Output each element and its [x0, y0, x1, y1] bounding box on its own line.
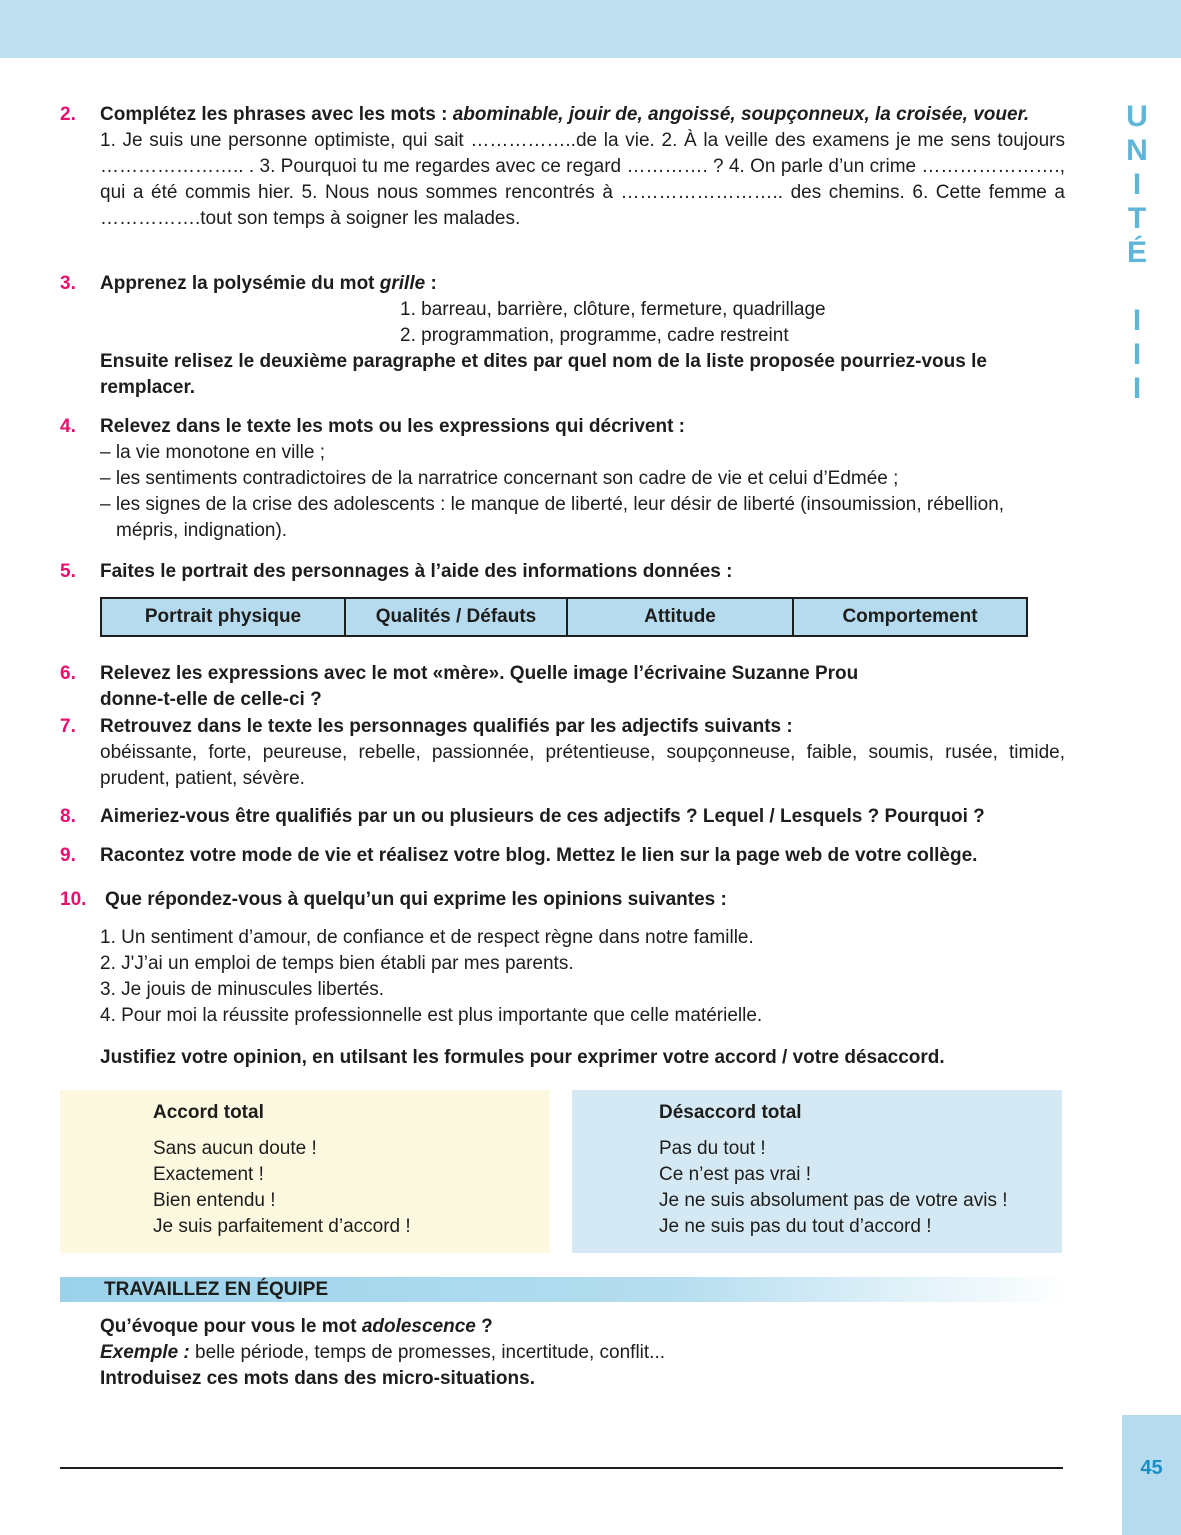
- list-item: 1. Un sentiment d’amour, de confiance et de respect règne dans notre famille.: [100, 927, 754, 948]
- section-heading-bar: [60, 1277, 1070, 1302]
- exercise-followup: Ensuite relisez le deuxième paragraphe et dites par quel nom de la liste proposée pourriez-vous le remplacer.: [100, 351, 987, 398]
- list-item: 2. programmation, programme, cadre restreint: [400, 325, 789, 346]
- exercise-3: [60, 271, 1065, 401]
- list-item: 1. barreau, barrière, clôture, fermeture, quadrillage: [400, 299, 826, 320]
- team-instruction: Introduisez ces mots dans des micro-situations.: [100, 1368, 535, 1389]
- table-header: Attitude: [567, 598, 793, 636]
- portrait-table: [100, 597, 1028, 637]
- list-item: 4. Pour moi la réussite professionnelle est plus importante que celle matérielle.: [100, 1005, 763, 1026]
- exercise-number: 6.: [60, 663, 76, 684]
- footer-rule: [60, 1467, 1063, 1469]
- table-header: Portrait physique: [101, 598, 345, 636]
- top-banner: [0, 0, 1181, 58]
- phrase-item: Sans aucun doute !: [153, 1138, 317, 1159]
- item-list: [100, 440, 1065, 544]
- exercise-5: [60, 559, 1065, 637]
- exercise-text: 1. Je suis une personne optimiste, qui sait ……………..de la vie. 2. À la veille des examens je me sens toujours ………………….. . 3. Pourquoi tu me regardes avec ce regard …………. ? 4. On parle d’un crime …………………., qui a été commis hier. 5. Nous nous sommes rencontrés à …………………….. des chemins. 6. Cette femme a …………….tout son temps à soigner les malades.: [100, 130, 1065, 229]
- exercise-10: [60, 887, 1065, 1071]
- list-item: 2. J'J’ai un emploi de temps bien établi par mes parents.: [100, 953, 574, 974]
- exercise-8: [60, 804, 1065, 830]
- phrase-item: Je suis parfaitement d’accord !: [153, 1216, 411, 1237]
- exercise-instruction: Faites le portrait des personnages à l’aide des informations données :: [100, 561, 733, 582]
- accord-box: [60, 1090, 550, 1253]
- phrase-item: Je ne suis pas du tout d’accord !: [659, 1216, 932, 1237]
- exercise-number: 8.: [60, 806, 76, 827]
- list-item: – la vie monotone en ville ;: [100, 442, 325, 463]
- exercise-2: [60, 102, 1065, 232]
- exercise-number: 5.: [60, 561, 76, 582]
- justify-instruction: Justifiez votre opinion, en utilsant les formules pour exprimer votre accord / votre désaccord.: [100, 1047, 945, 1068]
- exercise-instruction: Aimeriez-vous être qualifiés par un ou plusieurs de ces adjectifs ? Lequel / Lesquels ? Pourquoi ?: [100, 806, 985, 827]
- phrase-item: Je ne suis absolument pas de votre avis !: [659, 1190, 1008, 1211]
- unit-label: U N I T É I I I: [1126, 100, 1148, 405]
- section-heading: TRAVAILLEZ EN ÉQUIPE: [104, 1279, 329, 1300]
- exercise-instruction: Complétez les phrases avec les mots : abominable, jouir de, angoissé, soupçonneux, la croisée, vouer.: [100, 104, 1030, 125]
- desaccord-title: Désaccord total: [659, 1102, 802, 1123]
- page-number: 45: [1140, 1457, 1163, 1479]
- meaning-list: [100, 297, 1065, 349]
- table-header: Qualités / Défauts: [345, 598, 567, 636]
- exercise-instruction: Que répondez-vous à quelqu’un qui exprime les opinions suivantes :: [105, 889, 727, 910]
- exercise-6: [60, 661, 1065, 713]
- desaccord-box: [572, 1090, 1062, 1253]
- list-item: – les signes de la crise des adolescents : le manque de liberté, leur désir de liberté (insoumission, rébellion, mépris, indignation).: [100, 494, 1005, 541]
- team-exercise: [60, 1314, 1065, 1392]
- exercise-number: 4.: [60, 416, 76, 437]
- exercise-instruction: Relevez dans le texte les mots ou les expressions qui décrivent :: [100, 416, 686, 437]
- opinion-list: [100, 925, 1065, 1071]
- team-question: Qu’évoque pour vous le mot adolescence ?: [100, 1316, 493, 1337]
- exercise-4: [60, 414, 1065, 544]
- phrase-item: Pas du tout !: [659, 1138, 766, 1159]
- exercise-instruction: Racontez votre mode de vie et réalisez votre blog. Mettez le lien sur la page web de votre collège.: [100, 845, 978, 866]
- team-example: Exemple : belle période, temps de promesses, incertitude, conflit...: [100, 1342, 666, 1363]
- accord-title: Accord total: [153, 1102, 264, 1123]
- list-item: 3. Je jouis de minuscules libertés.: [100, 979, 385, 1000]
- adjective-list: obéissante, forte, peureuse, rebelle, passionnée, prétentieuse, soupçonneuse, faible, soumis, rusée, timide, prudent, patient, sévère.: [100, 742, 1065, 789]
- phrase-item: Ce n’est pas vrai !: [659, 1164, 812, 1185]
- exercise-number: 10.: [60, 889, 87, 910]
- exercise-number: 2.: [60, 104, 76, 125]
- page-number-tab: [1122, 1415, 1181, 1535]
- exercise-number: 3.: [60, 273, 76, 294]
- exercise-number: 9.: [60, 845, 76, 866]
- exercise-9: [60, 843, 1065, 869]
- exercise-instruction: Apprenez la polysémie du mot grille :: [100, 273, 437, 294]
- exercise-instruction: Retrouvez dans le texte les personnages qualifiés par les adjectifs suivants :: [100, 716, 793, 737]
- list-item: – les sentiments contradictoires de la narratrice concernant son cadre de vie et celui d’Edmée ;: [100, 468, 899, 489]
- phrase-item: Bien entendu !: [153, 1190, 276, 1211]
- exercise-7: [60, 714, 1065, 792]
- phrase-item: Exactement !: [153, 1164, 264, 1185]
- exercise-number: 7.: [60, 716, 76, 737]
- table-header: Comportement: [793, 598, 1027, 636]
- exercise-instruction: Relevez les expressions avec le mot «mère». Quelle image l’écrivaine Suzanne Prou donne-t-elle de celle-ci ?: [100, 663, 859, 710]
